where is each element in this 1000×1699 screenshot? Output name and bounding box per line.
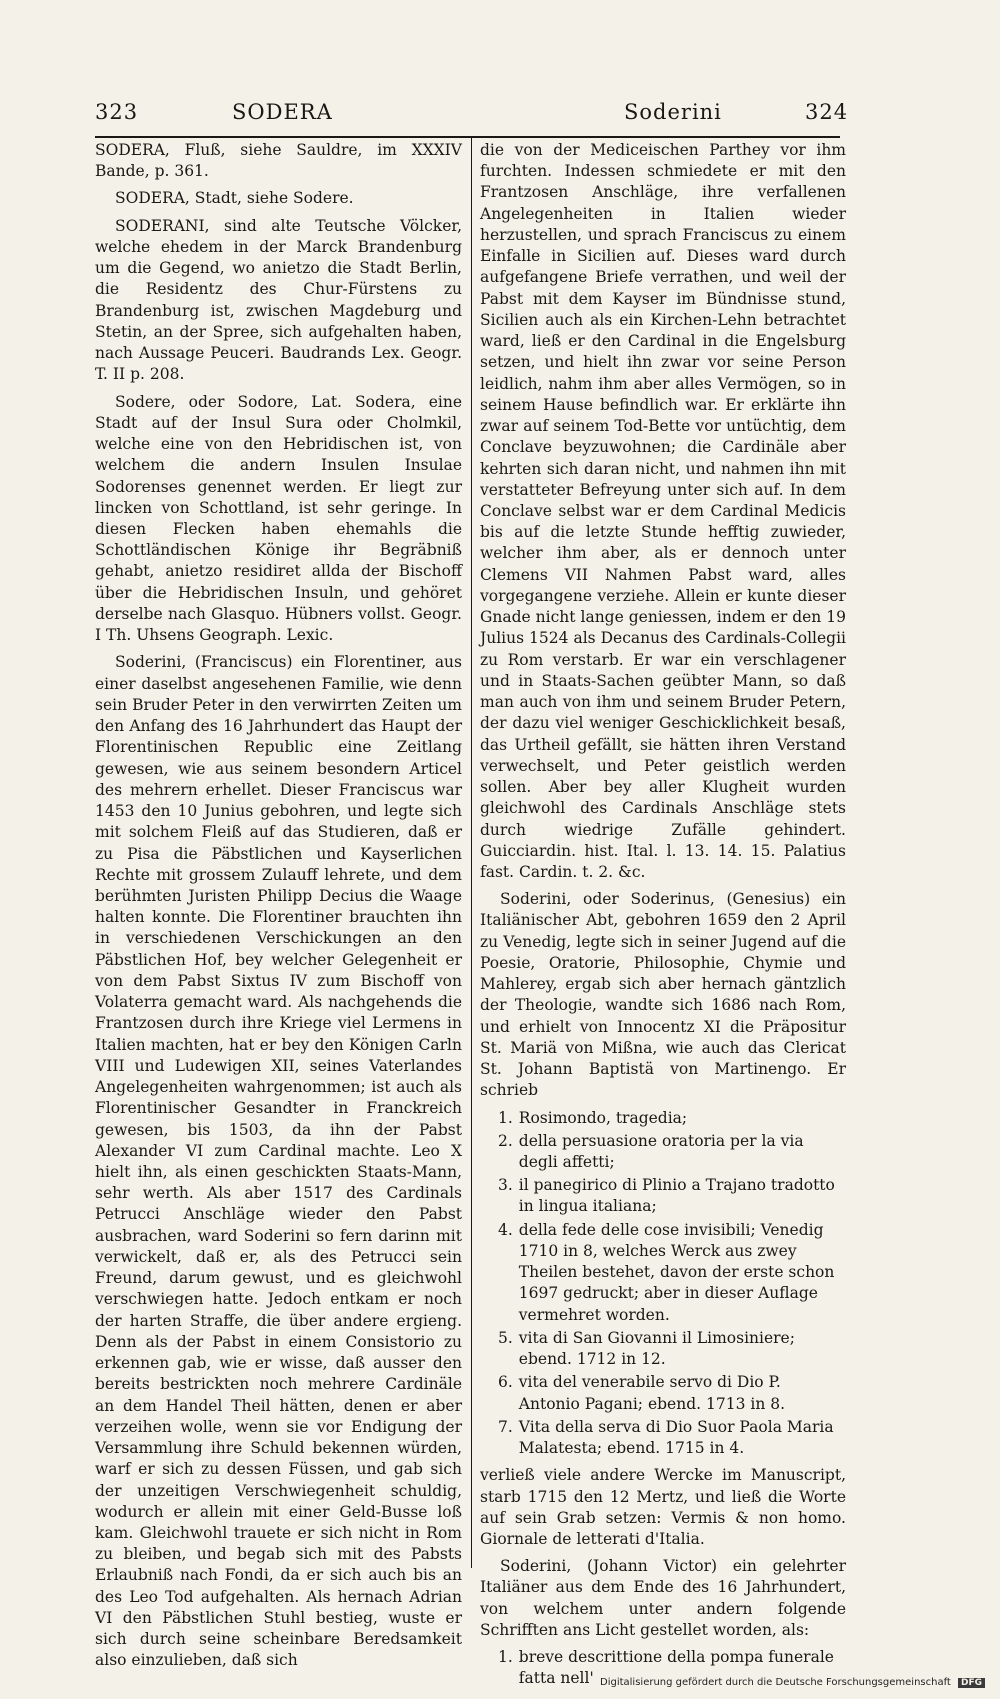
list-item [480,1131,846,1173]
entry-soderini-franciscus: Soderini, (Franciscus) ein Florentiner, aus einer daselbst angesehenen Familie, wie denn sein Bruder Peter in den verwirrten Zeiten um den Anfang des 16 Jahrhundert das Haupt der Florentinischen Republic eine Zeitlang gewesen, wie aus seinem besondern Articel des mehrern erhellet. Dieser Franciscus war 1453 den 10 Junius gebohren, und legte sich mit solchem Fleiß auf das Studieren, daß er zu Pisa die Päbstlichen und Kayserlichen Rechte mit grossem Zulauff lehrete, und dem berühmten Juristen Philipp Decius die Waage halten konnte. Die Florentiner brauchten ihn in verschiedenen Verschickungen an den Päbstlichen Hof, bey welcher Gelegenheit er von dem Pabst Sixtus IV zum Bischoff von Volaterra gemacht ward. Als nachgehends die Frantzosen durch ihre Kriege viel Lermens in Italien machten, hat er bey den Königen Carln VIII und Ludewigen XII, seines Vaterlandes Angelegenheiten wahrgenommen; ist auch als Florentinischer Gesandter in Franckreich gewesen, bis 1503, da ihn der Pabst Alexander VI zum Cardinal machte. Leo X hielt ihn, als einen geschickten Staats-Mann, sehr werth. Als aber 1517 des Cardinals Petrucci Anschläge wieder den Pabst ausbrachen, ward Soderini so fern darinn mit verwickelt, daß er, als des Petrucci sein Freund, darum gewust, und es gleichwohl verschwiegen hatte. Jedoch entkam er noch der harten Straffe, die über andere ergieng. Denn als der Pabst in einem Consistorio zu erkennen gab, wie er wisse, daß ausser den bereits bestrickten noch mehrere Cardinäle an dem Handel Theil hätten, denen er aber verzeihen wolle, wenn sie vor Endigung der Versammlung ihre Schuld bekennen würden, warf er sich zu dessen Füssen, und gab sich der unzeitigen Verschwiegenheit schuldig, wodurch er allein mit einer Geld-Busse loß kam. Gleichwohl trauete er sich nicht in Rom zu bleiben, und begab sich mit des Pabsts Erlaubniß nach Fondi, da er sich auch bis an des Leo Tod aufgehalten. Als hernach Adrian VI den Päbstlichen Stuhl bestieg, wuste er sich durch seine scheinbare Beredsamkeit also einzulieben, daß sich [95,653,462,1670]
list-item-text: della persuasione oratoria per la via degli affetti; [518,1131,804,1172]
entry-soderani: SODERANI, sind alte Teutsche Völcker, welche ehedem in der Marck Brandenburg um die Gegend, wo anietzo die Stadt Berlin, die Residentz des Chur-Fürstens zu Brandenburg ist, zwischen Magdeburg und Stetin, an der Spree, sich aufgehalten haben, nach Aussage Peuceri. Baudrands Lex. Geogr. T. II p. 208. [95,216,462,384]
list-item-text: Rosimondo, tragedia; [518,1108,688,1127]
list-item-text: della fede delle cose invisibili; Venedig 1710 in 8, welches Werck aus zwey Theilen bestehet, davon der erste schon 1697 gedruckt; aber in dieser Auflage vermehret worden. [518,1220,835,1324]
header-rule [95,136,840,138]
entry-sodera-river: SODERA, Fluß, siehe Sauldre, im XXXIV Bande, p. 361. [95,141,462,181]
footer-text: Digitalisierung gefördert durch die Deutsche Forschungsgemeinschaft [600,1677,951,1688]
list-item [480,1175,846,1217]
left-column [95,140,462,1670]
list-item-number: 4. [498,1220,513,1239]
entry-sodere: Sodere, oder Sodore, Lat. Sodera, eine Stadt auf der Insul Sura oder Cholmkil, welche eine von den Hebridischen ist, von welchem die andern Insulen Insulae Sodorenses genennet werden. Er liegt zur lincken von Schottland, ist sehr geringe. In diesen Flecken haben ehemahls die Schottländischen Könige ihr Begräbniß gehabt, anietzo residiret allda der Bischoff über die Hebridischen Insuln, und gehöret derselbe nach Glasquo. Hübners vollst. Geogr. I Th. Uhsens Geograph. Lexic. [95,392,462,645]
list-item-text: vita del venerabile servo di Dio P. Antonio Pagani; ebend. 1713 in 8. [518,1373,786,1413]
list-item-number: 5. [498,1328,513,1347]
list-item [480,1328,846,1370]
list-item-number: 3. [498,1176,513,1195]
list-item [480,1220,846,1326]
list-item [480,1108,846,1129]
list-item-number: 2. [498,1131,513,1150]
entry-soderini-johann-victor: Soderini, (Johann Victor) ein gelehrter Italiäner aus dem Ende des 16 Jahrhundert, von welchem unter andern folgende Schrifften ans Licht gestellet worden, als: [480,1557,846,1639]
list-item-text: Vita della serva di Dio Suor Paola Maria Malatesta; ebend. 1715 in 4. [518,1417,834,1458]
entry-sodera-city: SODERA, Stadt, siehe Sodere. [115,189,354,208]
list-item-number: 6. [498,1373,513,1392]
page-number-left: 323 [95,100,139,124]
entry-soderini-genesius-end: verließ viele andere Wercke im Manuscript, starb 1715 den 12 Mertz, und ließ die Worte auf sein Grab setzen: Vermis & non homo. Giornale de letterati d'Italia. [480,1466,846,1548]
list-item-text: il panegirico di Plinio a Trajano tradotto in lingua italiana; [518,1176,835,1216]
list-item-number: 1. [498,1108,513,1127]
dfg-logo: DFG [958,1678,985,1688]
running-head-left: SODERA [232,100,333,124]
works-list-genesius [480,1108,846,1460]
entry-soderini-genesius: Soderini, oder Soderinus, (Genesius) ein Italiänischer Abt, gebohren 1659 den 2 April zu Venedig, legte sich in seiner Jugend auf die Poesie, Oratorie, Philosophie, Chymie und Mahlerey, ergab sich aber hernach gäntzlich der Theologie, wandte sich 1686 nach Rom, und erhielt von Innocentz XI die Präpositur St. Mariä von Mißna, wie auch das Clericat St. Johann Baptistä von Martinengo. Er schrieb [480,890,846,1100]
column-divider [471,138,472,1568]
list-item-text: vita di San Giovanni il Limosiniere; ebend. 1712 in 12. [518,1328,795,1369]
running-head-right: Soderini [624,100,722,124]
entry-soderini-franciscus-continued: die von der Mediceischen Parthey vor ihm furchten. Indessen schmiedete er mit den Frantzosen Anschläge, ihre verfallenen Angelegenheiten in Italien wieder herzustellen, und sprach Franciscus zu einem Einfalle in Sicilien auf. Dieses ward durch aufgefangene Briefe verrathen, und weil der Pabst mit dem Kayser im Bündnisse stund, Sicilien auch als ein Kirchen-Lehn betrachtet ward, ließ er den Cardinal in die Engelsburg setzen, und hielt ihn zwar vor seine Person leidlich, nahm ihm aber alles Vermögen, so in seinem Hause befindlich war. Er erklärte ihn zwar auf seinem Tod-Bette vor untüchtig, dem Conclave beyzuwohnen; die Cardinäle aber kehrten sich daran nicht, und nahmen ihn mit verstatteter Befreyung unter sich auf. In dem Conclave selbst war er dem Cardinal Medicis bis auf die letzte Stunde hefftig zuwieder, welcher ihm aber, als er dennoch unter Clemens VII Nahmen Pabst ward, alles vorgegangene verziehe. Allein er kunte dieser Gnade nicht lange geniessen, indem er den 19 Julius 1524 als Decanus des Cardinals-Collegii zu Rom verstarb. Er war ein verschlagener und in Staats-Sachen geübter Mann, so daß man auch von ihm und seinem Bruder Petern, der dazu viel weniger Geschicklichkeit besaß, das Urtheil gefällt, sie hätten ihren Verstand verwechselt, und Peter geistlich werden sollen. Aber bey aller Klugheit wurden gleichwohl des Cardinals Anschläge stets durch wiedrige Zufälle gehindert. Guicciardin. hist. Ital. l. 13. 14. 15. Palatius fast. Cardin. t. 2. &c. [480,141,846,881]
list-item-text: breve descrittione della pompa funerale fatta nell' [518,1648,834,1688]
list-item [480,1417,846,1459]
list-item [480,1372,846,1414]
page-number-right: 324 [805,100,849,124]
digitization-footer [600,1677,985,1688]
list-item-number: 7. [498,1417,513,1436]
list-item-number: 1. [498,1648,513,1667]
